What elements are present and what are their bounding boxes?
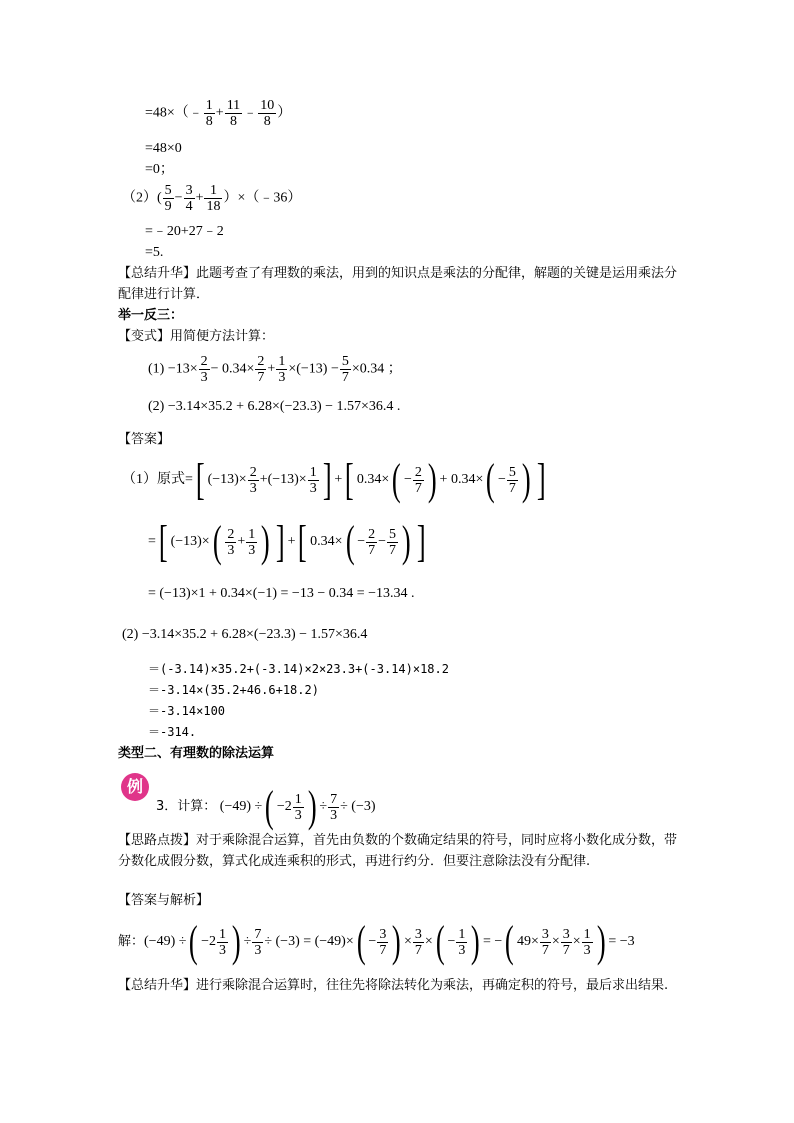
eq-text: ）×（﹣36） — [223, 190, 302, 206]
eq-line — [156, 782, 376, 831]
eq-text: + — [334, 472, 343, 488]
eq-line: ＝(-3.14)×35.2+(-3.14)×2×23.3+(-3.14)×18.2 — [148, 662, 449, 676]
fraction: $\frac{3}{7}$ — [414, 926, 422, 958]
eq-text: −2 — [276, 799, 292, 815]
fraction: $\frac{1}{3}$ — [309, 464, 317, 496]
answer-heading: 【答案与解析】 — [118, 893, 210, 908]
bracket: ] — [536, 455, 546, 504]
paren: ) — [427, 455, 437, 504]
fraction: $\frac{2}{3}$ — [249, 464, 257, 496]
eq-text: = — [148, 534, 156, 550]
fraction: $\frac{7}{3}$ — [330, 791, 338, 823]
fraction: $\frac{11}{8}$ — [226, 98, 241, 129]
paren: ) — [596, 917, 606, 966]
eq-text: ÷ — [319, 799, 328, 815]
answer-heading: 【答案】 — [118, 432, 171, 447]
eq-text: ） — [277, 105, 292, 121]
fraction: $\frac{1}{3}$ — [294, 791, 302, 823]
bracket: [ — [158, 517, 168, 566]
fraction: $\frac{1}{3}$ — [218, 926, 226, 958]
fraction: $\frac{10}{8}$ — [260, 98, 275, 129]
paren: ) — [401, 517, 411, 566]
eq-line: ＝-3.14×(35.2+46.6+18.2) — [148, 683, 319, 697]
fraction: $\frac{3}{7}$ — [562, 926, 570, 958]
eq-text: （1）原式= — [122, 472, 193, 488]
example-badge: 例 — [121, 773, 149, 801]
eq-text: × — [424, 934, 433, 950]
summary-paragraph: 【总结升华】进行乘除混合运算时，往往先将除法转化为乘法，再确定积的符号，最后求出结果. — [118, 978, 669, 993]
eq-line: （1）原式=[ (−13)× $\frac{2}{3}$ +(−13)× $\frac{1}{3}$ ] +[ 0.34×( − $\frac{2}{7}$ ) + 0.34×( − $\frac{5}{7}$ ) ] — [122, 455, 546, 504]
eq-line: ＝-314. — [148, 725, 197, 739]
fraction: $\frac{5}{9}$ — [164, 183, 172, 214]
bracket: ] — [322, 455, 332, 504]
paren: ( — [189, 917, 199, 966]
eq-line: = (−13)×1 + 0.34×(−1) = −13 − 0.34 = −13.34 . — [148, 586, 415, 601]
eq-text: + — [195, 190, 204, 206]
bracket: [ — [298, 517, 308, 566]
fraction: $\frac{3}{7}$ — [379, 926, 387, 958]
eq-text: (1) −13× — [148, 361, 198, 377]
eq-text: − 0.34× — [210, 361, 255, 377]
eq-text: =48×（﹣ — [145, 105, 203, 121]
eq-line — [122, 183, 301, 214]
hint-paragraph: 【思路点拨】对于乘除混合运算，首先由负数的个数确定结果的符号，同时应将小数化成分数，带分数化成假分数，算式化成连乘积的形式，再进行约分．但要注意除法没有分配律. — [118, 833, 678, 869]
eq-line: =0； — [145, 162, 174, 177]
eq-text: 3．计算： — [156, 799, 217, 815]
eq-line: 解：(−49) ÷( −2 $\frac{1}{3}$ ) ÷ $\frac{7}{3}$ ÷ (−3) = (−49)×( − $\frac{3}{7}$ ) × $\frac{3}{7}$ ×( − $\frac{1}{3}$ ) = −( 49× $\frac{3}{7}$ × $\frac{3}{7}$ × $\frac{1}{3}$ ) = −3 — [118, 917, 635, 966]
eq-text: + — [237, 534, 246, 550]
eq-text: ÷ (−3) = (−49)× — [264, 934, 354, 950]
eq-text: × — [403, 934, 412, 950]
eq-line — [148, 354, 402, 385]
section-heading: 举一反三： — [118, 308, 184, 323]
eq-text: (−49) ÷ — [219, 799, 263, 815]
bracket: ] — [416, 517, 426, 566]
fraction: $\frac{1}{18}$ — [206, 183, 221, 214]
paren: ) — [392, 917, 402, 966]
eq-text: = − — [483, 934, 503, 950]
fraction: $\frac{1}{3}$ — [248, 526, 256, 558]
fraction: $\frac{2}{7}$ — [414, 464, 422, 496]
paren: ) — [261, 517, 270, 566]
eq-text: + 0.34× — [439, 472, 484, 488]
eq-text: × — [551, 934, 560, 950]
eq-text: +(−13)× — [259, 472, 307, 488]
paren: ) — [521, 455, 531, 504]
eq-line: =5. — [145, 245, 164, 260]
fraction: $\frac{1}{3}$ — [458, 926, 466, 958]
eq-line: (2) −3.14×35.2 + 6.28×(−23.3) − 1.57×36.4 . — [148, 399, 401, 414]
eq-text: (−13)× — [207, 472, 247, 488]
eq-text: 0.34× — [310, 534, 343, 550]
eq-text: = −3 — [608, 934, 635, 950]
eq-line: (2) −3.14×35.2 + 6.28×(−23.3) − 1.57×36.4 — [122, 627, 368, 642]
eq-text: −2 — [201, 934, 216, 950]
bracket: [ — [195, 455, 205, 504]
paren: ( — [505, 917, 515, 966]
fraction: $\frac{5}{7}$ — [389, 526, 396, 558]
paren: ( — [212, 517, 222, 566]
eq-line — [145, 98, 291, 129]
eq-line: =﹣20+27﹣2 — [145, 224, 224, 239]
eq-text: ÷ — [243, 934, 252, 950]
paren: ( — [345, 517, 355, 566]
eq-text: ×(−13) − — [288, 361, 339, 377]
eq-text: (−13)× — [170, 534, 210, 550]
eq-line: =48×0 — [145, 141, 182, 156]
section-heading: 类型二、有理数的除法运算 — [118, 746, 275, 761]
eq-line: ＝-3.14×100 — [148, 704, 226, 718]
paren: ( — [435, 917, 445, 966]
eq-text: (−49) ÷ — [144, 934, 187, 950]
eq-text: ÷ (−3) — [340, 799, 376, 815]
fraction: $\frac{1}{3}$ — [278, 354, 286, 385]
bracket: [ — [345, 455, 354, 504]
eq-text: × — [572, 934, 581, 950]
fraction: $\frac{2}{7}$ — [368, 526, 376, 558]
eq-text: 49× — [516, 934, 539, 950]
eq-text: + — [215, 105, 224, 121]
fraction: $\frac{2}{3}$ — [227, 526, 235, 558]
eq-text: ﹣ — [243, 105, 258, 121]
eq-line: =[ (−13)×( $\frac{2}{3}$ + $\frac{1}{3}$ ) ] +[ 0.34×( − $\frac{2}{7}$ − $\frac{5}{7}$ ) ] — [148, 517, 426, 566]
eq-text: （2）( — [122, 190, 162, 206]
paren: ( — [486, 455, 496, 504]
variant-heading: 【变式】用简便方法计算： — [118, 329, 275, 344]
paren: ) — [307, 782, 317, 831]
fraction: $\frac{1}{8}$ — [205, 98, 213, 129]
eq-text: ×0.34 ； — [351, 361, 402, 377]
fraction: $\frac{3}{7}$ — [541, 926, 549, 958]
eq-text: − — [174, 190, 183, 206]
fraction: $\frac{5}{7}$ — [508, 464, 516, 496]
paren: ( — [265, 782, 274, 831]
paren: ) — [231, 917, 241, 966]
eq-text: − — [378, 534, 386, 550]
eq-text: 0.34× — [356, 472, 390, 488]
fraction: $\frac{1}{3}$ — [583, 926, 591, 958]
eq-text: + — [267, 361, 276, 377]
bracket: ] — [275, 517, 285, 566]
paren: ( — [356, 917, 366, 966]
fraction: $\frac{7}{3}$ — [254, 926, 262, 958]
fraction: $\frac{3}{4}$ — [185, 183, 193, 214]
fraction: $\frac{2}{3}$ — [200, 354, 208, 385]
summary-paragraph: 【总结升华】此题考查了有理数的乘法，用到的知识点是乘法的分配律，解题的关键是运用乘法分配律进行计算． — [118, 266, 678, 302]
fraction: $\frac{5}{7}$ — [341, 354, 349, 385]
fraction: $\frac{2}{7}$ — [257, 354, 265, 385]
paren: ) — [471, 917, 481, 966]
paren: ( — [392, 455, 402, 504]
eq-text: 解： — [118, 934, 145, 950]
